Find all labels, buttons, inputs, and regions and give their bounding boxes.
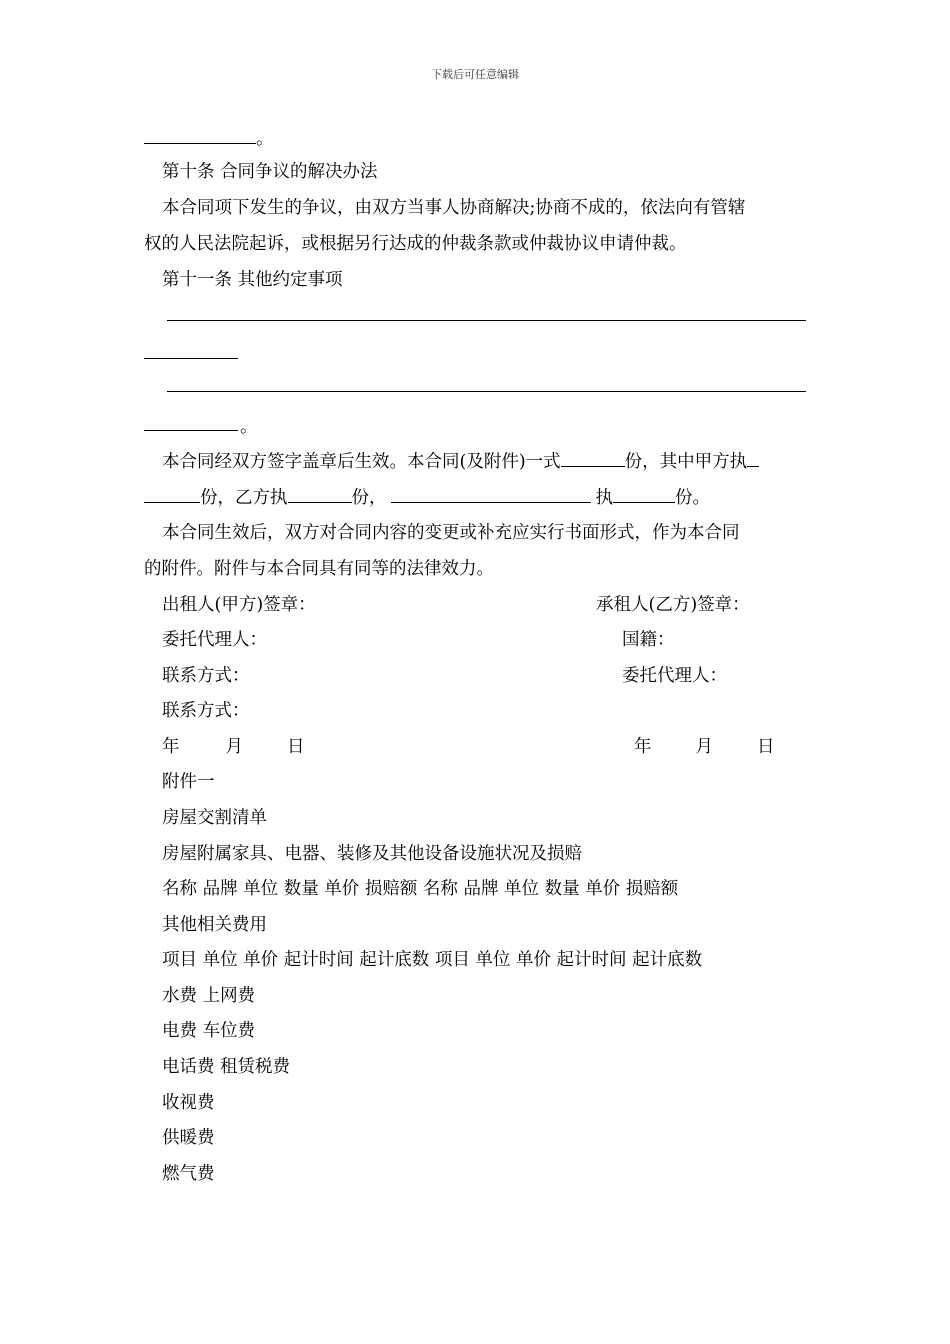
top-tail-period: 。	[256, 129, 274, 149]
fee-row: 电费 车位费	[162, 1021, 256, 1041]
lessor-date	[162, 737, 305, 757]
party-b-copies-blank[interactable]	[288, 487, 352, 503]
year-label: 年	[162, 737, 180, 757]
effect-text-b: 份，其中甲方执	[624, 452, 748, 472]
effect-text-c: 份，乙方执	[200, 488, 288, 508]
lessee-signature-label: 承租人(乙方)签章：	[596, 595, 750, 615]
fee-row: 电话费 租赁税费	[162, 1057, 291, 1077]
month-label: 月	[695, 737, 713, 757]
article11-period: 。	[240, 417, 258, 437]
effect-text-f: 份。	[675, 488, 710, 508]
annex-title: 附件一	[162, 772, 215, 792]
fill-line[interactable]	[144, 358, 238, 359]
fee-row: 供暖费	[162, 1128, 215, 1148]
fee-row: 水费 上网费	[162, 986, 256, 1006]
fill-line[interactable]	[167, 391, 806, 392]
amend-line2: 的附件。附件与本合同具有同等的法律效力。	[144, 559, 494, 579]
article11-title: 第十一条 其他约定事项	[162, 270, 343, 290]
handover-list-title: 房屋交割清单	[162, 808, 267, 828]
copies-blank[interactable]	[561, 451, 625, 467]
effect-line2	[144, 487, 710, 508]
day-label: 日	[287, 737, 305, 757]
lessor-agent-label: 委托代理人：	[162, 630, 267, 650]
fill-blank[interactable]	[144, 128, 256, 144]
items-title: 房屋附属家具、电器、装修及其他设备设施状况及损赔	[162, 844, 582, 864]
page-header: 下载后可任意编辑	[431, 68, 519, 81]
article10-line1: 本合同项下发生的争议，由双方当事人协商解决;协商不成的，依法向有管辖	[162, 198, 746, 218]
fill-line[interactable]	[167, 320, 806, 321]
lessee-agent-label: 委托代理人：	[622, 666, 727, 686]
fees-header: 项目 单位 单价 起计时间 起计底数 项目 单位 单价 起计时间 起计底数	[162, 950, 703, 970]
party-a-copies-blank[interactable]	[747, 451, 759, 467]
lessor-signature-label: 出租人(甲方)签章：	[162, 595, 316, 615]
lessee-date	[634, 737, 775, 757]
lessor-contact-label: 联系方式：	[162, 666, 250, 686]
nationality-label: 国籍：	[622, 630, 675, 650]
fee-row: 燃气费	[162, 1164, 215, 1184]
party-a-copies-blank[interactable]	[144, 487, 200, 503]
article10-title: 第十条 合同争议的解决办法	[162, 162, 378, 182]
fill-line[interactable]	[144, 430, 238, 431]
lessee-contact-label: 联系方式：	[162, 701, 250, 721]
day-label: 日	[757, 737, 775, 757]
month-label: 月	[225, 737, 243, 757]
effect-text-e: 执	[595, 488, 613, 508]
fee-row: 收视费	[162, 1093, 215, 1113]
year-label: 年	[634, 737, 652, 757]
items-header: 名称 品牌 单位 数量 单价 损赔额 名称 品牌 单位 数量 单价 损赔额	[162, 879, 679, 899]
fees-title: 其他相关费用	[162, 915, 267, 935]
third-party-blank[interactable]	[391, 487, 591, 503]
third-party-copies-blank[interactable]	[613, 487, 675, 503]
top-tail-line	[144, 128, 274, 149]
article10-line2: 权的人民法院起诉，或根据另行达成的仲裁条款或仲裁协议申请仲裁。	[144, 234, 687, 254]
effect-text-d: 份，	[351, 488, 387, 508]
effect-text-a: 本合同经双方签字盖章后生效。本合同(及附件)一式	[162, 452, 561, 472]
effect-line1	[162, 451, 759, 472]
amend-line1: 本合同生效后，双方对合同内容的变更或补充应实行书面形式，作为本合同	[162, 523, 740, 543]
